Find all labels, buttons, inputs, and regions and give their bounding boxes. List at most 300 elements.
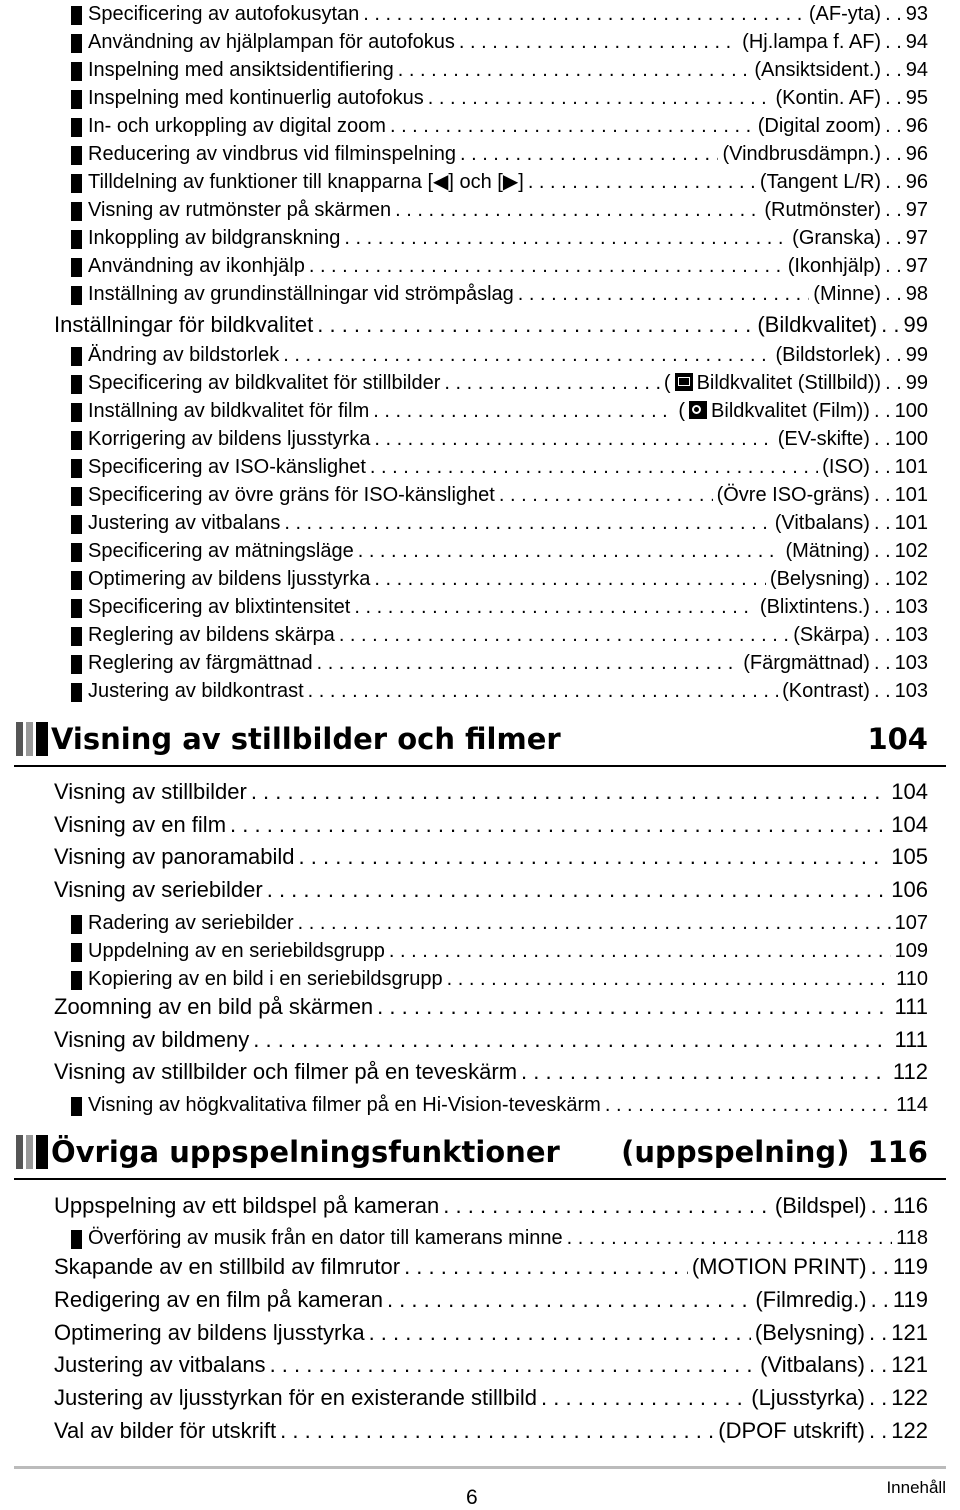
entry-title-text: Specificering av blixtintensitet (88, 596, 351, 618)
bullet-marker-icon (71, 286, 82, 305)
dot-leader (518, 280, 809, 308)
toc-main-entry[interactable] (0, 874, 960, 906)
entry-title (0, 677, 304, 705)
entry-title-text: Visning av bildmeny (54, 1026, 250, 1052)
section-page-number: 116 (867, 1135, 928, 1169)
menu-reference-text: (Bildstorlek) (775, 344, 882, 366)
dot-leader (354, 593, 756, 621)
dot-leader (460, 140, 719, 168)
entry-menu-reference (718, 1415, 865, 1447)
dot-leader (459, 28, 738, 56)
dot-separator: . . (885, 344, 902, 366)
dot-leader (230, 809, 887, 841)
dot-separator: . . (885, 3, 902, 25)
dot-separator: . . (885, 31, 902, 53)
bullet-marker-icon (71, 90, 82, 109)
bullet-marker-icon (71, 375, 82, 394)
bullet-marker-icon (71, 403, 82, 422)
bullet-marker-icon (71, 571, 82, 590)
page-number: 118 (896, 1226, 928, 1249)
entry-title (0, 874, 263, 906)
entry-menu-reference (776, 341, 882, 369)
entry-menu-reference (778, 425, 870, 453)
toc-sub-entry[interactable] (0, 56, 960, 84)
toc-sub-entry[interactable] (0, 280, 960, 308)
bullet-marker-icon (71, 118, 82, 137)
toc-sub-entry[interactable] (0, 621, 960, 649)
toc-main-entry[interactable] (0, 1024, 960, 1056)
toc-sub-entry[interactable] (0, 168, 960, 196)
dot-separator: . . (881, 312, 900, 337)
page-number: 97 (905, 199, 928, 221)
entry-title-text: In- och urkoppling av digital zoom (88, 115, 386, 137)
page-number: 96 (905, 143, 928, 165)
menu-reference-text: (Ansiktsident.) (754, 59, 882, 81)
entry-title-text: Radering av seriebilder (88, 911, 294, 934)
dot-leader (528, 168, 756, 196)
entry-title-text: Justering av vitbalans (54, 1352, 266, 1378)
toc-sub-entry[interactable] (0, 224, 960, 252)
still-image-icon (675, 373, 693, 391)
dot-separator: . . (868, 1417, 888, 1443)
entry-title (0, 621, 335, 649)
entry-title-text: Användning av hjälplampan för autofokus (88, 31, 455, 53)
toc-main-entry[interactable] (0, 309, 960, 341)
toc-sub-entry[interactable] (0, 252, 960, 280)
dot-leader (395, 196, 760, 224)
page-number: 116 (892, 1193, 928, 1218)
dot-leader (298, 909, 891, 937)
menu-reference-text: (Kontin. AF) (775, 87, 882, 109)
entry-title (0, 84, 424, 112)
entry-title (0, 1317, 365, 1349)
entry-title (0, 991, 373, 1023)
entry-title-text: Specificering av övre gräns för ISO-känslighet (88, 484, 495, 506)
entry-title (0, 224, 340, 252)
entry-title-text: Inställning av grundinställningar vid strömpåslag (88, 283, 514, 305)
dot-leader (339, 621, 789, 649)
page-number: 100 (894, 400, 928, 422)
entry-menu-reference (764, 196, 881, 224)
menu-reference-text: (Belysning) (754, 1319, 865, 1345)
page-number: 104 (891, 811, 928, 837)
bullet-marker-icon (71, 431, 82, 450)
entry-title-text: Uppspelning av ett bildspel på kameran (54, 1193, 440, 1218)
section-rule (14, 1178, 946, 1180)
toc-sub-entry[interactable] (0, 196, 960, 224)
menu-reference-text: (Belysning) (769, 568, 870, 590)
bullet-marker-icon (71, 655, 82, 674)
entry-menu-reference (822, 453, 870, 481)
entry-title-text: Visning av stillbilder och filmer på en teveskärm (54, 1059, 518, 1085)
menu-reference-text: (ISO) (822, 456, 870, 478)
toc-sub-entry[interactable] (0, 537, 960, 565)
dot-separator: . . (885, 171, 902, 193)
dot-separator: . . (870, 1193, 889, 1218)
dot-separator: . . (870, 1286, 889, 1312)
entry-title (0, 1190, 439, 1222)
toc-sub-entry[interactable] (0, 0, 960, 28)
entry-title-text: Justering av ljusstyrkan för en existerande stillbild (54, 1385, 538, 1410)
dot-separator: . . (885, 143, 902, 165)
dot-leader (344, 224, 788, 252)
entry-title (0, 1024, 249, 1056)
page-number: 111 (894, 1026, 928, 1052)
toc-main-entry[interactable] (0, 991, 960, 1023)
toc-sub-entry[interactable] (0, 481, 960, 509)
entry-menu-reference (788, 252, 881, 280)
page-number: 105 (891, 844, 928, 870)
menu-reference-text: (Digital zoom) (757, 115, 882, 137)
toc-main-entry[interactable] (0, 1190, 960, 1222)
page-number: 103 (894, 680, 928, 702)
dot-leader (390, 112, 754, 140)
entry-title (0, 937, 385, 965)
bullet-marker-icon (71, 515, 82, 534)
menu-reference-text: (Bildspel) (774, 1193, 867, 1218)
entry-title (0, 1251, 400, 1283)
dot-leader (370, 453, 818, 481)
section-page-number: 104 (867, 722, 928, 756)
dot-leader (308, 677, 778, 705)
entry-title (0, 537, 354, 565)
dot-leader (267, 874, 888, 906)
menu-reference-text: (Vindbrusdämpn.) (722, 143, 882, 165)
dot-leader (447, 965, 892, 993)
toc-sub-entry[interactable] (0, 677, 960, 705)
dot-leader (270, 1349, 757, 1381)
entry-title-text: Visning av panoramabild (54, 844, 295, 870)
menu-reference-text: (Hj.lampa f. AF) (742, 31, 882, 53)
entry-title-text: Optimering av bildens ljusstyrka (88, 568, 371, 590)
entry-menu-reference (717, 481, 870, 509)
entry-title (0, 509, 280, 537)
entry-title (0, 280, 514, 308)
toc-sub-entry[interactable] (0, 1224, 960, 1252)
entry-title (0, 565, 370, 593)
page-number: 122 (891, 1385, 928, 1410)
section-title: Visning av stillbilder och filmer (51, 722, 561, 756)
dot-separator: . . (873, 596, 891, 618)
dot-separator: . . (873, 400, 891, 422)
toc-main-entry[interactable] (0, 1056, 960, 1088)
bullet-marker-icon (71, 1230, 82, 1249)
dot-leader (373, 397, 674, 425)
bullet-marker-icon (71, 258, 82, 277)
toc-main-entry[interactable] (0, 1317, 960, 1349)
bullet-marker-icon (71, 146, 82, 165)
toc-sub-entry[interactable] (0, 397, 960, 425)
bullet-marker-icon (71, 627, 82, 646)
page-number: 111 (894, 993, 928, 1019)
footer-page-number: 6 (466, 1486, 478, 1509)
dot-leader (444, 369, 660, 397)
toc-sub-entry[interactable] (0, 1091, 960, 1119)
movie-icon (689, 401, 707, 419)
entry-title-text: Justering av bildkontrast (88, 680, 304, 702)
entry-title-text: Inkoppling av bildgranskning (88, 227, 341, 249)
bullet-marker-icon (71, 683, 82, 702)
dot-separator: . . (868, 1319, 888, 1345)
entry-title-text: Uppdelning av en seriebildsgrupp (88, 939, 385, 962)
entry-menu-reference (809, 0, 881, 28)
dot-separator: . . (873, 428, 891, 450)
page-number: 101 (894, 484, 928, 506)
entry-title (0, 593, 350, 621)
entry-title (0, 841, 295, 873)
entry-title-text: Inspelning med ansiktsidentifiering (88, 59, 394, 81)
entry-title-text: Val av bilder för utskrift (54, 1417, 277, 1443)
bullet-marker-icon (71, 202, 82, 221)
entry-menu-reference (755, 1284, 866, 1316)
toc-sub-entry[interactable] (0, 909, 960, 937)
entry-title-text: Korrigering av bildens ljusstyrka (88, 428, 371, 450)
entry-title (0, 196, 391, 224)
entry-title (0, 481, 495, 509)
dot-leader (521, 1056, 889, 1088)
page-number: 106 (891, 877, 928, 903)
entry-menu-reference (742, 28, 881, 56)
page-number: 100 (894, 428, 928, 450)
footer-rule (14, 1466, 946, 1469)
menu-reference-text: (Mätning) (785, 540, 870, 562)
bullet-marker-icon (71, 230, 82, 249)
page-number: 114 (896, 1093, 928, 1116)
entry-title (0, 309, 313, 341)
page-number: 94 (905, 31, 928, 53)
entry-title-text: Skapande av en stillbild av filmrutor (54, 1254, 401, 1280)
dot-leader (363, 0, 805, 28)
page-number: 95 (905, 87, 928, 109)
page-number: 103 (894, 652, 928, 674)
dot-leader (280, 1415, 714, 1447)
toc-main-entry[interactable] (0, 776, 960, 808)
section-marker-icon (16, 722, 48, 756)
dot-leader (317, 309, 753, 341)
menu-reference-text: (DPOF utskrift) (718, 1417, 865, 1443)
entry-title (0, 1091, 601, 1119)
toc-sub-entry[interactable] (0, 425, 960, 453)
dot-separator: . . (873, 624, 891, 646)
dot-separator: . . (870, 1254, 889, 1280)
entry-title-text: Inställning av bildkvalitet för film (88, 400, 370, 422)
section-heading (0, 711, 960, 767)
dot-leader (398, 56, 751, 84)
bullet-marker-icon (71, 543, 82, 562)
dot-leader (428, 84, 772, 112)
toc-sub-entry[interactable] (0, 369, 960, 397)
entry-menu-reference (793, 621, 870, 649)
entry-title (0, 809, 226, 841)
page-number: 121 (891, 1319, 928, 1345)
dot-separator: . . (873, 484, 891, 506)
dot-leader (404, 1251, 688, 1283)
entry-title-text: Tilldelning av funktioner till knapparna [◀] och [▶] (88, 171, 524, 193)
toc-main-entry[interactable] (0, 1415, 960, 1447)
dot-separator: . . (873, 540, 891, 562)
entry-title-text: Överföring av musik från en dator till kamerans minne (88, 1226, 563, 1249)
toc-sub-entry[interactable] (0, 28, 960, 56)
dot-separator: . . (885, 372, 902, 394)
entry-menu-reference (743, 649, 870, 677)
entry-title-text: Specificering av bildkvalitet för stillbilder (88, 372, 441, 394)
toc-main-entry[interactable] (0, 1251, 960, 1283)
page-number: 97 (905, 255, 928, 277)
dot-separator: . . (873, 652, 891, 674)
entry-menu-reference (755, 1317, 865, 1349)
entry-title-text: Inspelning med kontinuerlig autofokus (88, 87, 424, 109)
entry-menu-reference (757, 309, 877, 341)
toc-main-entry[interactable] (0, 841, 960, 873)
bullet-marker-icon (71, 459, 82, 478)
dot-leader (374, 565, 766, 593)
entry-title-text: Visning av stillbilder (54, 779, 247, 804)
entry-menu-reference (722, 140, 881, 168)
page-number: 112 (892, 1059, 928, 1085)
menu-reference-text: (Vitbalans) (760, 1352, 865, 1378)
menu-reference-text: (EV-skifte) (777, 428, 870, 450)
entry-title-text: Visning av en film (54, 811, 227, 837)
menu-reference-text: (Ljusstyrka) (751, 1385, 865, 1410)
toc-main-entry[interactable] (0, 809, 960, 841)
menu-reference-text: (Ikonhjälp) (787, 255, 882, 277)
entry-title-text: Inställningar för bildkvalitet (54, 312, 314, 337)
page-number: 109 (894, 939, 928, 962)
toc-sub-entry[interactable] (0, 140, 960, 168)
bullet-marker-icon (71, 1097, 82, 1116)
bullet-marker-icon (71, 599, 82, 618)
entry-menu-reference (775, 84, 881, 112)
entry-title (0, 1415, 276, 1447)
entry-menu-reference (785, 537, 869, 565)
page-number: 101 (894, 512, 928, 534)
menu-reference-text: (AF-yta) (808, 3, 882, 25)
entry-menu-reference (775, 509, 870, 537)
entry-title-text: Visning av högkvalitativa filmer på en Hi-Vision-teveskärm (88, 1093, 601, 1116)
entry-menu-reference (678, 397, 870, 425)
dot-separator: . . (885, 283, 902, 305)
entry-title-text: Kopiering av en bild i en seriebildsgrupp (88, 967, 443, 990)
entry-title (0, 453, 366, 481)
page-number: 93 (905, 3, 928, 25)
page-number: 110 (896, 967, 928, 990)
entry-menu-reference (782, 677, 870, 705)
section-title: Övriga uppspelningsfunktioner (51, 1135, 560, 1169)
menu-reference-text: (Minne) (813, 283, 882, 305)
page-number: 98 (905, 283, 928, 305)
page-number: 122 (891, 1417, 928, 1443)
toc-sub-entry[interactable] (0, 593, 960, 621)
dot-separator: . . (885, 87, 902, 109)
page-number: 97 (905, 227, 928, 249)
entry-menu-reference (775, 1190, 867, 1222)
entry-title (0, 0, 359, 28)
entry-title (0, 649, 313, 677)
page-number: 99 (905, 344, 928, 366)
entry-title (0, 112, 386, 140)
entry-title (0, 1056, 517, 1088)
entry-title (0, 28, 455, 56)
entry-menu-reference (692, 1251, 867, 1283)
dot-leader (284, 509, 770, 537)
entry-menu-reference (758, 112, 881, 140)
toc-main-entry[interactable] (0, 1284, 960, 1316)
dot-leader (309, 252, 784, 280)
entry-title (0, 909, 294, 937)
entry-title-text: Specificering av ISO-känslighet (88, 456, 366, 478)
entry-title-text: Reglering av färgmättnad (88, 652, 313, 674)
dot-leader (374, 425, 773, 453)
toc-sub-entry[interactable] (0, 965, 960, 993)
page-number: 107 (894, 911, 928, 934)
dot-leader (605, 1091, 892, 1119)
menu-reference-text: (Färgmättnad) (743, 652, 870, 674)
toc-sub-entry[interactable] (0, 112, 960, 140)
page-number: 99 (905, 372, 928, 394)
bullet-marker-icon (71, 34, 82, 53)
dot-leader (387, 1284, 751, 1316)
menu-reference-text: (Granska) (792, 227, 882, 249)
footer-contents-link[interactable]: Innehåll (886, 1478, 946, 1497)
dot-separator: . . (885, 227, 902, 249)
section-subtitle: (uppspelning) (621, 1135, 850, 1169)
page-number: 99 (903, 312, 928, 337)
dot-separator: . . (868, 1352, 888, 1378)
entry-title-text: Reducering av vindbrus vid filminspelning (88, 143, 456, 165)
toc-sub-entry[interactable] (0, 937, 960, 965)
entry-menu-reference (754, 56, 881, 84)
bullet-marker-icon (71, 487, 82, 506)
dot-separator: . . (873, 456, 891, 478)
toc-main-entry[interactable] (0, 1382, 960, 1414)
entry-title-text: Zoomning av en bild på skärmen (54, 993, 374, 1019)
entry-title-text: Specificering av mätningsläge (88, 540, 354, 562)
bullet-marker-icon (71, 971, 82, 990)
dot-separator: . . (868, 1385, 888, 1410)
bullet-marker-icon (71, 6, 82, 25)
toc-sub-entry[interactable] (0, 509, 960, 537)
entry-title (0, 56, 394, 84)
dot-separator: . . (885, 199, 902, 221)
entry-title (0, 341, 279, 369)
entry-menu-reference (760, 168, 881, 196)
entry-title-text: Redigering av en film på kameran (54, 1286, 383, 1312)
dot-leader (567, 1224, 892, 1252)
entry-title-text: Optimering av bildens ljusstyrka (54, 1319, 365, 1345)
toc-sub-entry[interactable] (0, 649, 960, 677)
toc-sub-entry[interactable] (0, 341, 960, 369)
entry-title (0, 252, 305, 280)
entry-title (0, 965, 443, 993)
entry-title (0, 397, 369, 425)
dot-leader (317, 649, 740, 677)
menu-reference-text: (Blixtintens.) (759, 596, 870, 618)
dot-leader (377, 991, 890, 1023)
toc-sub-entry[interactable] (0, 453, 960, 481)
toc-main-entry[interactable] (0, 1349, 960, 1381)
section-heading (0, 1124, 960, 1180)
dot-leader (389, 937, 891, 965)
toc-sub-entry[interactable] (0, 565, 960, 593)
entry-title (0, 168, 524, 196)
menu-reference-text: (Rutmönster) (764, 199, 882, 221)
dot-leader (369, 1317, 751, 1349)
paren-open: ( (663, 372, 671, 394)
entry-title (0, 1224, 563, 1252)
toc-sub-entry[interactable] (0, 84, 960, 112)
page-number: 94 (905, 59, 928, 81)
menu-reference-text: (Tangent L/R) (759, 171, 882, 193)
